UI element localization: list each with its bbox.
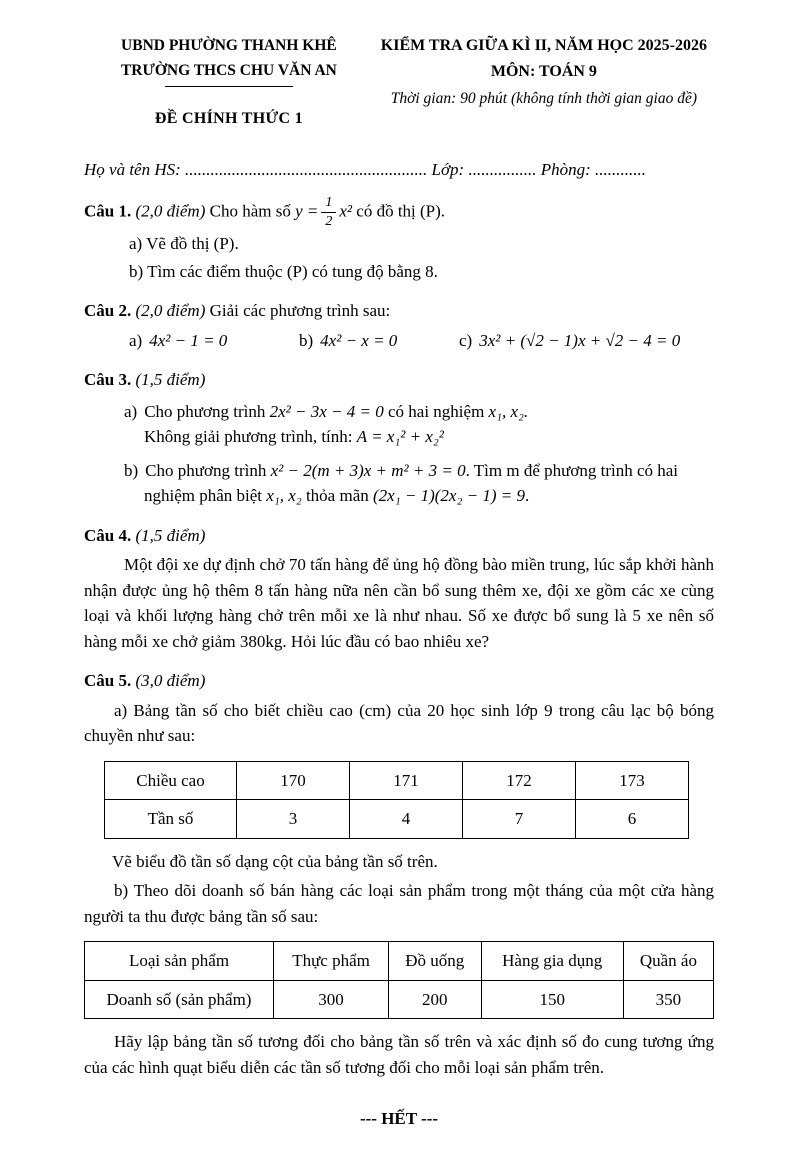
question-5a-note: Vẽ biểu đồ tần số dạng cột của bảng tần số trên. bbox=[112, 851, 438, 871]
question-3-item-a bbox=[124, 399, 714, 450]
exam-duration: Thời gian: 90 phút (không tính thời gian giao đề) bbox=[390, 90, 698, 107]
question-1-item-a: a) Vẽ đồ thị (P). bbox=[129, 234, 239, 253]
math-run: x² − 2(m + 3)x + m² + 3 = 0 bbox=[270, 460, 466, 480]
fraction-denominator: 2 bbox=[325, 214, 333, 229]
question-label: Câu 3. bbox=[84, 370, 132, 389]
table-cell: 170 bbox=[237, 761, 350, 800]
text-run: . Tìm m để phương trình có hai nghiệm phân biệt bbox=[144, 460, 679, 505]
item-label: b) bbox=[299, 330, 314, 350]
question-5b-intro: b) Theo dõi doanh số bán hàng các loại sản phẩm trong một tháng của một cửa hàng người ta thu được bảng tần số sau: bbox=[84, 881, 714, 926]
table-cell: Hàng gia dụng bbox=[481, 942, 623, 981]
question-2-equations bbox=[129, 328, 714, 354]
table-row bbox=[85, 942, 714, 981]
table-cell: Tần số bbox=[105, 800, 237, 839]
equation-c bbox=[459, 328, 680, 354]
table-row bbox=[105, 761, 689, 800]
question-label: Câu 2. bbox=[84, 301, 132, 320]
item-label: a) bbox=[129, 330, 143, 350]
fraction bbox=[321, 196, 336, 229]
question-3-heading bbox=[84, 367, 714, 393]
table-cell: Doanh số (sản phẩm) bbox=[85, 980, 274, 1019]
table-cell: Chiều cao bbox=[105, 761, 237, 800]
table-cell: 300 bbox=[274, 980, 389, 1019]
school-underline bbox=[165, 86, 293, 87]
question-points: (2,0 điểm) bbox=[135, 301, 206, 320]
text-run: thỏa mãn bbox=[305, 486, 369, 505]
text-run: có đồ thị (P). bbox=[356, 201, 446, 221]
text-run: Cho phương trình bbox=[144, 401, 266, 421]
item-label: a) bbox=[124, 401, 138, 421]
table-cell: Loại sản phẩm bbox=[85, 942, 274, 981]
table-cell: 150 bbox=[481, 980, 623, 1019]
organization-name: UBND PHƯỜNG THANH KHÊ bbox=[121, 37, 337, 54]
math-run: A = x₁² + x₂² bbox=[356, 427, 444, 446]
text-run: Cho hàm số bbox=[209, 201, 291, 221]
table-row bbox=[85, 980, 714, 1019]
sales-frequency-table bbox=[84, 941, 714, 1019]
math-run: 4x² − 1 = 0 bbox=[149, 330, 228, 350]
question-points: (2,0 điểm) bbox=[135, 201, 206, 221]
table-cell: 171 bbox=[350, 761, 463, 800]
table-cell: 7 bbox=[463, 800, 576, 839]
question-1-heading bbox=[84, 196, 714, 229]
exam-code: ĐỀ CHÍNH THỨC 1 bbox=[154, 109, 303, 127]
header-right bbox=[374, 34, 714, 131]
item-label: c) bbox=[459, 330, 473, 350]
school-name: TRƯỜNG THCS CHU VĂN AN bbox=[120, 62, 337, 80]
equation-a bbox=[129, 328, 299, 354]
math-run: 2x² − 3x − 4 = 0 bbox=[269, 401, 384, 421]
header-left bbox=[84, 34, 374, 131]
math-run: x² bbox=[339, 201, 353, 221]
math-run: 3x² + (√2 − 1)x + √2 − 4 = 0 bbox=[479, 330, 681, 350]
math-run: y = bbox=[295, 201, 319, 221]
table-cell: 6 bbox=[576, 800, 689, 839]
table-row bbox=[105, 800, 689, 839]
table-cell: Quần áo bbox=[623, 942, 713, 981]
text-run: . bbox=[524, 486, 530, 505]
exam-title: KIỂM TRA GIỮA KÌ II, NĂM HỌC 2025-2026 bbox=[380, 37, 708, 54]
end-marker: --- HẾT --- bbox=[359, 1109, 439, 1128]
question-points: (1,5 điểm) bbox=[135, 525, 206, 545]
table-cell: 350 bbox=[623, 980, 713, 1019]
question-1-item-b: b) Tìm các điểm thuộc (P) có tung độ bằng 8. bbox=[129, 261, 438, 281]
table-cell: Thực phẩm bbox=[274, 942, 389, 981]
question-4-heading bbox=[84, 523, 714, 549]
student-info-line: Họ và tên HS: ......................................................... Lớp: ................ Phòng: ............ bbox=[84, 159, 647, 179]
question-5-heading bbox=[84, 668, 714, 694]
question-4-body: Một đội xe dự định chở 70 tấn hàng để ủng hộ đồng bào miền trung, lúc sắp khởi hành nhận được ủng hộ thêm 8 tấn hàng nữa nên cần bổ sung thêm xe, đội xe gồm các xe cùng loại và khối lượng hàng chở trên mỗi xe là như nhau. Số xe được bổ sung là 5 xe nên số hàng mỗi xe chở giảm 380kg. Hỏi lúc đầu có bao nhiêu xe? bbox=[84, 555, 714, 651]
text-run: Không giải phương trình, tính: bbox=[144, 427, 353, 446]
table-cell: 4 bbox=[350, 800, 463, 839]
text-run: Cho phương trình bbox=[145, 460, 267, 480]
math-run: x₁, x₂ bbox=[266, 486, 302, 505]
equation-b bbox=[299, 328, 459, 354]
height-frequency-table bbox=[104, 761, 689, 839]
question-5-closing: Hãy lập bảng tần số tương đối cho bảng tần số trên và xác định số đo cung tương ứng của các hình quạt biểu diễn các tần số tương đối cho mỗi loại sản phẩm trên. bbox=[84, 1032, 714, 1077]
question-label: Câu 1. bbox=[84, 201, 132, 221]
text-run: Giải các phương trình sau: bbox=[209, 301, 391, 320]
question-3a-line2 bbox=[144, 424, 714, 450]
item-label: b) bbox=[124, 460, 139, 480]
question-points: (1,5 điểm) bbox=[135, 370, 206, 389]
table-cell: 172 bbox=[463, 761, 576, 800]
text-run: có hai nghiệm bbox=[387, 401, 485, 421]
question-5a-intro: a) Bảng tần số cho biết chiều cao (cm) của 20 học sinh lớp 9 trong câu lạc bộ bóng chuyền như sau: bbox=[84, 700, 714, 745]
table-cell: Đồ uống bbox=[389, 942, 481, 981]
question-2-heading bbox=[84, 298, 714, 324]
question-label: Câu 5. bbox=[84, 671, 132, 690]
math-run: x₁, x₂. bbox=[488, 401, 529, 421]
math-run: 4x² − x = 0 bbox=[320, 330, 398, 350]
question-label: Câu 4. bbox=[84, 525, 132, 545]
question-3a-line1 bbox=[124, 399, 714, 425]
question-points: (3,0 điểm) bbox=[135, 671, 206, 690]
table-cell: 200 bbox=[389, 980, 481, 1019]
table-cell: 173 bbox=[576, 761, 689, 800]
math-run: (2x₁ − 1)(2x₂ − 1) = 9 bbox=[373, 486, 525, 505]
header bbox=[84, 34, 714, 131]
exam-subject: MÔN: TOÁN 9 bbox=[490, 63, 597, 80]
question-3-item-b bbox=[124, 458, 714, 509]
fraction-numerator: 1 bbox=[321, 196, 336, 213]
table-cell: 3 bbox=[237, 800, 350, 839]
